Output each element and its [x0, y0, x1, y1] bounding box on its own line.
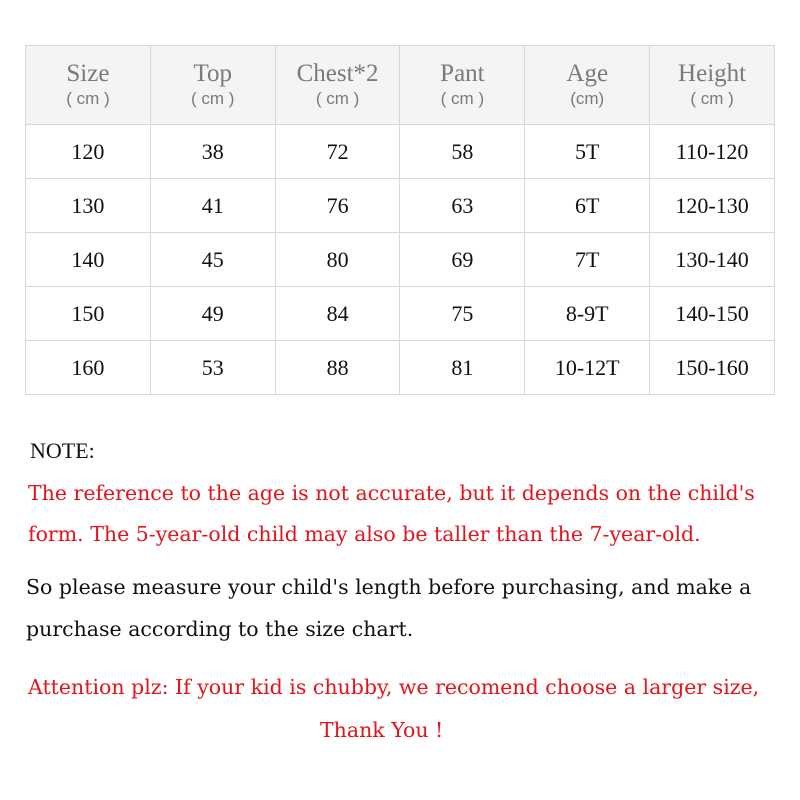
table-row	[26, 287, 775, 341]
header-unit: ( cm )	[440, 89, 485, 108]
note-title: NOTE:	[30, 438, 95, 463]
cell-pant: 81	[400, 341, 525, 395]
cell-pant: 75	[400, 287, 525, 341]
header-cell-age	[525, 46, 650, 125]
cell-size: 140	[26, 233, 151, 287]
header-cell-top	[150, 46, 275, 125]
note-red-line-1: The reference to the age is not accurate, but it depends on the child's	[28, 481, 755, 505]
header-label: Chest*2	[296, 60, 379, 87]
size-chart-table	[25, 45, 775, 395]
table-row	[26, 233, 775, 287]
cell-height: 120-130	[650, 179, 775, 233]
cell-size: 150	[26, 287, 151, 341]
cell-chest: 84	[275, 287, 400, 341]
cell-height: 140-150	[650, 287, 775, 341]
header-cell-height	[650, 46, 775, 125]
note-black-line-1: So please measure your child's length before purchasing, and make a	[26, 575, 752, 599]
cell-age: 8-9T	[525, 287, 650, 341]
cell-top: 45	[150, 233, 275, 287]
note-black-line-2: purchase according to the size chart.	[26, 617, 414, 641]
header-label: Age	[566, 60, 609, 87]
header-label: Pant	[440, 60, 485, 87]
header-cell-chest	[275, 46, 400, 125]
header-unit: ( cm )	[315, 89, 360, 108]
cell-top: 49	[150, 287, 275, 341]
table-row	[26, 125, 775, 179]
cell-size: 160	[26, 341, 151, 395]
cell-age: 5T	[525, 125, 650, 179]
cell-pant: 63	[400, 179, 525, 233]
attention-line: Attention plz: If your kid is chubby, we recomend choose a larger size,	[28, 675, 760, 699]
cell-size: 120	[26, 125, 151, 179]
cell-size: 130	[26, 179, 151, 233]
header-unit: ( cm )	[191, 89, 235, 108]
cell-chest: 88	[275, 341, 400, 395]
cell-chest: 80	[275, 233, 400, 287]
header-unit: ( cm )	[690, 89, 734, 108]
note-red-line-2: form. The 5-year-old child may also be taller than the 7-year-old.	[28, 522, 701, 546]
header-cell-pant	[400, 46, 525, 125]
cell-height: 130-140	[650, 233, 775, 287]
cell-pant: 58	[400, 125, 525, 179]
cell-top: 38	[150, 125, 275, 179]
cell-age: 7T	[525, 233, 650, 287]
cell-age: 6T	[525, 179, 650, 233]
cell-height: 110-120	[650, 125, 775, 179]
header-cell-size	[26, 46, 151, 125]
cell-pant: 69	[400, 233, 525, 287]
table-header-row	[26, 46, 775, 125]
header-unit: (cm)	[570, 89, 605, 108]
header-label: Top	[193, 60, 232, 87]
header-label: Size	[66, 60, 110, 87]
thanks-line: Thank You !	[320, 718, 444, 742]
cell-height: 150-160	[650, 341, 775, 395]
header-unit: ( cm )	[66, 89, 110, 108]
table-row	[26, 179, 775, 233]
header-label: Height	[678, 60, 747, 87]
cell-age: 10-12T	[525, 341, 650, 395]
cell-top: 53	[150, 341, 275, 395]
cell-chest: 72	[275, 125, 400, 179]
cell-top: 41	[150, 179, 275, 233]
table-row	[26, 341, 775, 395]
cell-chest: 76	[275, 179, 400, 233]
